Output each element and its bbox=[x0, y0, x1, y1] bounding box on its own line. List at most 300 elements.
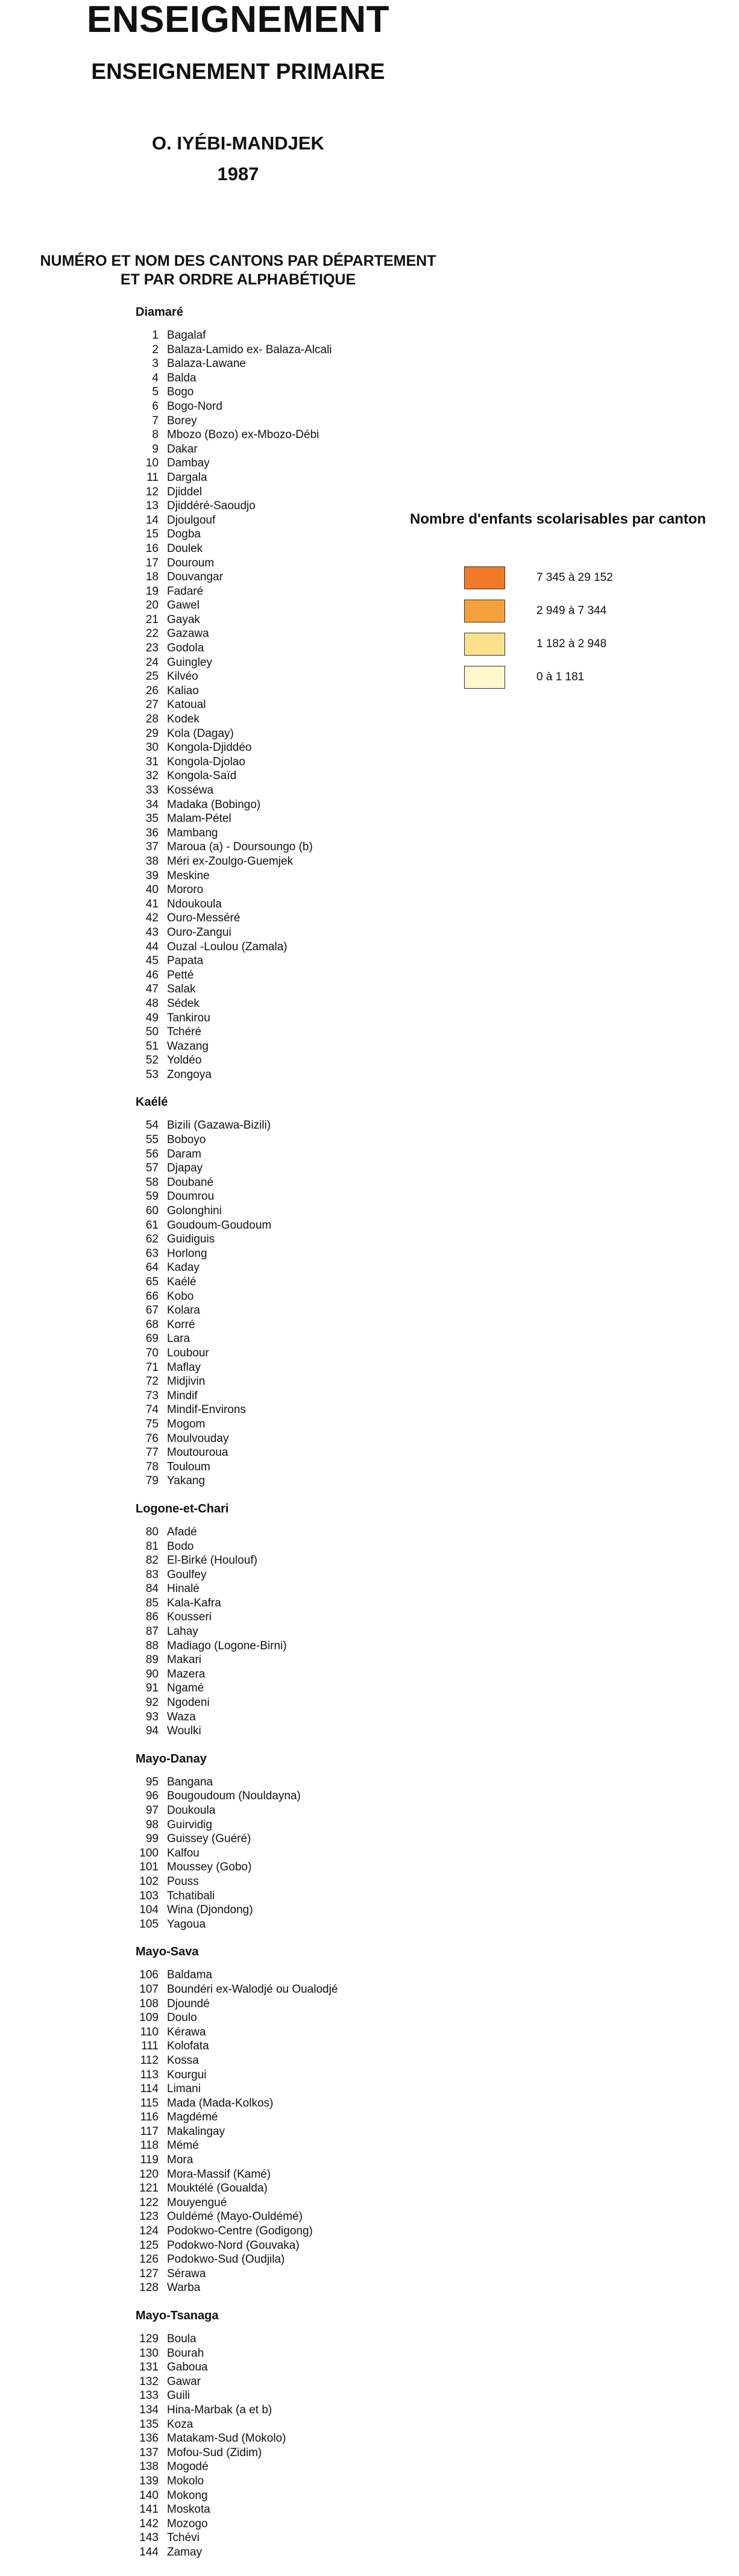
department-canton-list bbox=[136, 2332, 473, 2560]
list-item bbox=[136, 2039, 473, 2054]
list-item bbox=[136, 968, 473, 983]
canton-name: Balda bbox=[167, 371, 197, 384]
canton-number: 75 bbox=[145, 1417, 159, 1431]
canton-number: 84 bbox=[145, 1582, 159, 1596]
canton-number: 62 bbox=[145, 1233, 159, 1246]
canton-name: Doulo bbox=[167, 2011, 197, 2025]
legend-swatch bbox=[464, 566, 505, 589]
department-name: Mayo-Tsanaga bbox=[136, 2309, 219, 2322]
canton-name: Warba bbox=[167, 2281, 201, 2295]
canton-name: Zongoya bbox=[167, 1068, 212, 1081]
canton-name: Magdémé bbox=[167, 2111, 218, 2124]
canton-name: Ngamé bbox=[167, 1682, 204, 1695]
list-item bbox=[136, 400, 473, 414]
canton-number: 121 bbox=[139, 2182, 159, 2195]
canton-number: 87 bbox=[145, 1625, 159, 1638]
canton-number: 117 bbox=[140, 2125, 159, 2138]
list-item bbox=[136, 1232, 473, 1247]
canton-number: 110 bbox=[140, 2025, 159, 2039]
canton-number: 123 bbox=[139, 2210, 159, 2223]
legend-swatch bbox=[464, 666, 505, 689]
canton-name: Méri ex-Zoulgo-Guemjek bbox=[167, 854, 294, 868]
canton-name: Tchatibali bbox=[167, 1889, 215, 1902]
list-item bbox=[136, 1432, 473, 1446]
canton-name: Bagalaf bbox=[167, 329, 206, 342]
department-canton-list bbox=[136, 1525, 473, 1738]
canton-name: Mouktélé (Goualda) bbox=[167, 2182, 268, 2195]
canton-number: 96 bbox=[145, 1790, 159, 1803]
canton-number: 46 bbox=[145, 968, 159, 982]
canton-number: 86 bbox=[145, 1611, 159, 1624]
canton-number: 91 bbox=[145, 1682, 159, 1695]
canton-name: Douvangar bbox=[167, 571, 223, 584]
canton-name: Maflay bbox=[167, 1361, 201, 1374]
list-item bbox=[136, 1189, 473, 1204]
canton-number: 17 bbox=[145, 556, 159, 569]
canton-number: 114 bbox=[140, 2082, 159, 2096]
canton-name: Kala-Kafra bbox=[167, 1596, 221, 1609]
canton-name: Kaliao bbox=[167, 684, 199, 697]
list-item bbox=[136, 2110, 473, 2125]
list-item bbox=[136, 471, 473, 485]
canton-number: 132 bbox=[139, 2375, 159, 2388]
list-item bbox=[136, 2267, 473, 2281]
list-item bbox=[136, 371, 473, 386]
canton-number: 66 bbox=[145, 1290, 159, 1303]
canton-name: Godola bbox=[167, 642, 204, 655]
canton-number: 119 bbox=[140, 2154, 159, 2167]
list-item bbox=[136, 1176, 473, 1190]
list-item bbox=[136, 2502, 473, 2517]
canton-name: Kaday bbox=[167, 1261, 200, 1274]
list-item bbox=[136, 997, 473, 1011]
canton-name: Mokolo bbox=[167, 2474, 204, 2487]
canton-name: Mogom bbox=[167, 1417, 206, 1431]
canton-name: Balaza-Lamido ex- Balaza-Alcali bbox=[167, 343, 332, 356]
canton-name: Guissey (Guéré) bbox=[167, 1832, 251, 1846]
department-section bbox=[136, 2308, 473, 2560]
list-item bbox=[136, 712, 473, 727]
canton-number: 13 bbox=[145, 500, 159, 513]
canton-number: 136 bbox=[139, 2432, 159, 2445]
list-item bbox=[136, 1118, 473, 1133]
canton-name: Tankirou bbox=[167, 1011, 210, 1024]
legend-item bbox=[410, 600, 723, 624]
canton-number: 65 bbox=[145, 1276, 159, 1288]
canton-number: 27 bbox=[145, 698, 159, 712]
canton-name: Borey bbox=[167, 414, 197, 427]
list-item bbox=[136, 1875, 473, 1889]
list-item bbox=[136, 1303, 473, 1318]
canton-number: 10 bbox=[145, 457, 159, 470]
canton-name: Bourah bbox=[167, 2346, 204, 2360]
legend bbox=[410, 511, 723, 699]
list-item bbox=[136, 357, 473, 371]
canton-number: 68 bbox=[145, 1318, 159, 1331]
canton-number: 130 bbox=[139, 2346, 159, 2360]
department-name: Kaélé bbox=[136, 1095, 168, 1109]
list-item bbox=[136, 1982, 473, 1997]
canton-number: 71 bbox=[145, 1361, 159, 1374]
list-item bbox=[136, 1540, 473, 1554]
list-item bbox=[136, 2167, 473, 2182]
canton-name: Goulfey bbox=[167, 1568, 207, 1581]
canton-number: 103 bbox=[139, 1889, 159, 1902]
canton-name: Kongola-Saïd bbox=[167, 769, 237, 783]
list-item bbox=[136, 1889, 473, 1904]
legend-label: 0 à 1 181 bbox=[536, 671, 585, 683]
list-item bbox=[136, 1681, 473, 1696]
canton-name: Meskine bbox=[167, 869, 210, 882]
canton-name: Mora bbox=[167, 2154, 193, 2167]
canton-name: Moussey (Gobo) bbox=[167, 1861, 252, 1874]
canton-number: 89 bbox=[145, 1653, 159, 1667]
canton-name: Djapay bbox=[167, 1162, 203, 1175]
department-section bbox=[136, 1502, 473, 1738]
list-item bbox=[136, 1218, 473, 1233]
canton-number: 18 bbox=[145, 571, 159, 584]
canton-name: Loubour bbox=[167, 1346, 209, 1359]
canton-number: 113 bbox=[140, 2068, 159, 2081]
canton-name: Goudoum-Goudoum bbox=[167, 1218, 272, 1232]
canton-number: 51 bbox=[145, 1039, 159, 1053]
canton-name: Makalingay bbox=[167, 2125, 225, 2138]
list-item bbox=[136, 854, 473, 869]
list-item bbox=[136, 2096, 473, 2111]
canton-name: Ouro-Zangui bbox=[167, 926, 231, 939]
list-item bbox=[136, 741, 473, 755]
canton-number: 38 bbox=[145, 854, 159, 868]
canton-number: 85 bbox=[145, 1596, 159, 1609]
list-item bbox=[136, 1818, 473, 1832]
department-name: Diamaré bbox=[136, 306, 183, 319]
canton-number: 100 bbox=[139, 1846, 159, 1860]
canton-name: Kola (Dagay) bbox=[167, 727, 234, 740]
list-item bbox=[136, 1039, 473, 1054]
list-item bbox=[136, 1653, 473, 1667]
canton-name: Boundéri ex-Walodjé ou Oualodjé bbox=[167, 1982, 338, 1996]
canton-number: 23 bbox=[145, 642, 159, 655]
canton-number: 11 bbox=[146, 471, 159, 484]
canton-number: 134 bbox=[139, 2403, 159, 2416]
canton-number: 125 bbox=[139, 2239, 159, 2252]
canton-number: 88 bbox=[145, 1639, 159, 1652]
list-item bbox=[136, 2011, 473, 2025]
list-item bbox=[136, 1582, 473, 1596]
canton-name: Malam-Pétel bbox=[167, 812, 231, 826]
canton-name: Kourgui bbox=[167, 2068, 207, 2081]
canton-name: Doulek bbox=[167, 542, 203, 555]
canton-name: Petté bbox=[167, 968, 194, 982]
list-item bbox=[136, 2431, 473, 2446]
canton-number: 34 bbox=[145, 798, 159, 811]
list-item bbox=[136, 2418, 473, 2432]
canton-name: Fadaré bbox=[167, 584, 204, 598]
list-item bbox=[136, 1832, 473, 1846]
department-canton-list bbox=[136, 1775, 473, 1932]
canton-number: 9 bbox=[152, 442, 159, 456]
list-item bbox=[136, 1903, 473, 1917]
list-item bbox=[136, 1446, 473, 1460]
legend-label: 1 182 à 2 948 bbox=[536, 638, 607, 650]
canton-name: Doubané bbox=[167, 1176, 214, 1189]
canton-number: 6 bbox=[152, 400, 159, 413]
canton-number: 33 bbox=[145, 784, 159, 797]
canton-number: 77 bbox=[145, 1446, 159, 1459]
canton-name: Baldama bbox=[167, 1969, 212, 1982]
canton-number: 73 bbox=[145, 1389, 159, 1402]
list-item bbox=[136, 2460, 473, 2474]
canton-number: 131 bbox=[139, 2361, 159, 2374]
canton-number: 115 bbox=[140, 2096, 159, 2110]
department-name: Mayo-Danay bbox=[136, 1752, 207, 1766]
canton-name: Lahay bbox=[167, 1625, 198, 1638]
canton-name: Wazang bbox=[167, 1039, 209, 1053]
list-item bbox=[136, 1667, 473, 1682]
page-title: ENSEIGNEMENT bbox=[86, 0, 390, 40]
canton-number: 139 bbox=[139, 2474, 159, 2487]
canton-name: Douroum bbox=[167, 556, 215, 569]
department-canton-list bbox=[136, 1118, 473, 1488]
canton-list-heading-line2: ET PAR ORDRE ALPHABÉTIQUE bbox=[120, 271, 356, 289]
list-item bbox=[136, 2446, 473, 2460]
canton-number: 95 bbox=[145, 1775, 159, 1788]
canton-name: Kongola-Djolao bbox=[167, 755, 245, 768]
canton-number: 14 bbox=[145, 513, 159, 527]
list-item bbox=[136, 840, 473, 854]
list-item bbox=[136, 1846, 473, 1861]
canton-number: 67 bbox=[145, 1304, 159, 1317]
canton-name: Podokwo-Nord (Gouvaka) bbox=[167, 2239, 300, 2252]
list-item bbox=[136, 1710, 473, 1725]
canton-number: 143 bbox=[139, 2531, 159, 2545]
list-item bbox=[136, 1553, 473, 1568]
list-item bbox=[136, 698, 473, 712]
canton-name: Mada (Mada-Kolkos) bbox=[167, 2096, 274, 2110]
list-item bbox=[136, 798, 473, 812]
list-item bbox=[136, 982, 473, 997]
canton-number: 137 bbox=[139, 2446, 159, 2459]
canton-number: 105 bbox=[139, 1917, 159, 1931]
canton-number: 37 bbox=[145, 841, 159, 854]
list-item bbox=[136, 1147, 473, 1162]
canton-name: Afadé bbox=[167, 1525, 197, 1538]
canton-name: Mbozo (Bozo) ex-Mbozo-Débi bbox=[167, 428, 319, 442]
list-item bbox=[136, 2224, 473, 2239]
canton-number: 19 bbox=[145, 584, 159, 598]
list-item bbox=[136, 1804, 473, 1818]
canton-number: 16 bbox=[145, 542, 159, 555]
department-name: Logone-et-Chari bbox=[136, 1502, 229, 1515]
list-item bbox=[136, 940, 473, 954]
canton-name: Korré bbox=[167, 1318, 195, 1331]
canton-number: 63 bbox=[145, 1247, 159, 1260]
department-canton-list bbox=[136, 1968, 473, 2295]
legend-swatch bbox=[464, 633, 505, 656]
canton-name: Podokwo-Sud (Oudjila) bbox=[167, 2253, 285, 2266]
year: 1987 bbox=[217, 163, 259, 184]
list-item bbox=[136, 1775, 473, 1790]
canton-number: 98 bbox=[145, 1818, 159, 1831]
canton-number: 22 bbox=[145, 627, 159, 641]
canton-number: 60 bbox=[145, 1205, 159, 1218]
canton-number: 49 bbox=[145, 1011, 159, 1024]
canton-name: Bougoudoum (Nouldayna) bbox=[167, 1790, 301, 1803]
canton-name: Limani bbox=[167, 2082, 201, 2096]
list-item bbox=[136, 727, 473, 741]
canton-name: Balaza-Lawane bbox=[167, 357, 246, 371]
list-item bbox=[136, 1025, 473, 1039]
canton-name: Kalfou bbox=[167, 1846, 200, 1860]
list-item bbox=[136, 1596, 473, 1611]
list-item bbox=[136, 1318, 473, 1332]
canton-number: 48 bbox=[145, 997, 159, 1010]
canton-number: 126 bbox=[139, 2253, 159, 2266]
canton-list-heading bbox=[0, 252, 476, 290]
canton-number: 54 bbox=[145, 1119, 159, 1132]
list-item bbox=[136, 1696, 473, 1710]
canton-number: 104 bbox=[139, 1904, 159, 1917]
list-item bbox=[136, 1417, 473, 1432]
canton-name: Mindif bbox=[167, 1389, 198, 1402]
legend-label: 7 345 à 29 152 bbox=[536, 571, 613, 584]
canton-name: Guili bbox=[167, 2389, 190, 2402]
list-item bbox=[136, 2531, 473, 2545]
canton-number: 52 bbox=[145, 1054, 159, 1067]
list-item bbox=[136, 926, 473, 940]
canton-name: Djoulgouf bbox=[167, 513, 216, 527]
canton-name: Madaka (Bobingo) bbox=[167, 798, 261, 811]
canton-name: Kousseri bbox=[167, 1611, 212, 1624]
list-item bbox=[136, 1860, 473, 1875]
canton-number: 64 bbox=[145, 1261, 159, 1274]
canton-name: Yagoua bbox=[167, 1917, 206, 1931]
canton-number: 3 bbox=[152, 357, 159, 371]
canton-number: 99 bbox=[145, 1832, 159, 1846]
list-item bbox=[136, 812, 473, 826]
canton-name: Tchévi bbox=[167, 2531, 200, 2545]
canton-name: El-Birké (Houlouf) bbox=[167, 1554, 257, 1567]
canton-name: Podokwo-Centre (Godigong) bbox=[167, 2225, 313, 2238]
canton-number: 97 bbox=[145, 1804, 159, 1817]
canton-number: 144 bbox=[139, 2545, 159, 2559]
list-item bbox=[136, 826, 473, 841]
list-item bbox=[136, 1917, 473, 1932]
canton-name: Gaboua bbox=[167, 2361, 208, 2374]
canton-number: 31 bbox=[145, 755, 159, 768]
author: O. IYÉBI-MANDJEK bbox=[152, 133, 324, 154]
canton-name: Tchéré bbox=[167, 1026, 202, 1039]
list-item bbox=[136, 883, 473, 897]
legend-items bbox=[410, 566, 723, 690]
canton-name: Kosséwa bbox=[167, 784, 214, 797]
canton-number: 20 bbox=[145, 599, 159, 612]
canton-number: 142 bbox=[139, 2517, 159, 2530]
canton-number: 41 bbox=[145, 897, 159, 910]
canton-name: Moulvouday bbox=[167, 1432, 229, 1445]
canton-name: Mozogo bbox=[167, 2517, 208, 2530]
canton-name: Golonghini bbox=[167, 1205, 222, 1218]
canton-name: Kossa bbox=[167, 2054, 199, 2067]
canton-name: Touloum bbox=[167, 1460, 210, 1473]
canton-number: 40 bbox=[145, 883, 159, 897]
list-item bbox=[136, 1639, 473, 1653]
canton-number: 127 bbox=[139, 2267, 159, 2280]
list-item bbox=[136, 2196, 473, 2210]
canton-number: 61 bbox=[145, 1218, 159, 1232]
department-section bbox=[136, 1945, 473, 2295]
canton-name: Djoundé bbox=[167, 1997, 210, 2010]
list-item bbox=[136, 1346, 473, 1361]
canton-number: 124 bbox=[139, 2225, 159, 2238]
list-item bbox=[136, 2153, 473, 2167]
list-item bbox=[136, 1568, 473, 1582]
list-item bbox=[136, 954, 473, 968]
canton-name: Djiddéré-Saoudjo bbox=[167, 500, 256, 513]
canton-name: Bogo bbox=[167, 386, 194, 399]
list-item bbox=[136, 2489, 473, 2503]
list-item bbox=[136, 1133, 473, 1147]
list-item bbox=[136, 2403, 473, 2418]
canton-number: 35 bbox=[145, 812, 159, 826]
canton-name: Mora-Massif (Kamé) bbox=[167, 2167, 271, 2181]
canton-name: Bodo bbox=[167, 1540, 194, 1553]
list-item bbox=[136, 897, 473, 912]
canton-number: 116 bbox=[140, 2111, 159, 2124]
canton-number: 90 bbox=[145, 1667, 159, 1681]
canton-name: Woulki bbox=[167, 1725, 201, 1738]
canton-name: Yakang bbox=[167, 1474, 206, 1488]
list-item bbox=[136, 1247, 473, 1261]
canton-number: 58 bbox=[145, 1176, 159, 1189]
canton-name: Mokong bbox=[167, 2489, 208, 2502]
canton-name: Hinalé bbox=[167, 1582, 200, 1596]
canton-name: Matakam-Sud (Mokolo) bbox=[167, 2432, 286, 2445]
canton-name: Gayak bbox=[167, 613, 200, 626]
list-item bbox=[136, 1053, 473, 1068]
list-item bbox=[136, 1275, 473, 1290]
canton-name: Katoual bbox=[167, 698, 206, 712]
canton-number: 29 bbox=[145, 727, 159, 740]
list-item bbox=[136, 2252, 473, 2267]
list-item bbox=[136, 2210, 473, 2224]
list-item bbox=[136, 2375, 473, 2389]
canton-number: 15 bbox=[145, 528, 159, 541]
canton-number: 69 bbox=[145, 1332, 159, 1346]
canton-name: Djiddel bbox=[167, 485, 203, 498]
canton-number: 135 bbox=[139, 2418, 159, 2431]
canton-name: Guidiguis bbox=[167, 1233, 215, 1246]
canton-name: Gazawa bbox=[167, 627, 209, 641]
list-item bbox=[136, 1389, 473, 1403]
canton-number: 59 bbox=[145, 1190, 159, 1203]
legend-swatch bbox=[464, 600, 505, 622]
list-item bbox=[136, 783, 473, 798]
list-item bbox=[136, 2239, 473, 2253]
canton-name: Zamay bbox=[167, 2545, 203, 2559]
list-item bbox=[136, 328, 473, 343]
list-item bbox=[136, 1724, 473, 1738]
legend-label: 2 949 à 7 344 bbox=[536, 604, 607, 617]
canton-name: Mambang bbox=[167, 826, 218, 839]
canton-number: 7 bbox=[152, 414, 159, 427]
list-item bbox=[136, 1361, 473, 1375]
canton-number: 107 bbox=[139, 1982, 159, 1996]
canton-name: Lara bbox=[167, 1332, 190, 1346]
department-name: Mayo-Sava bbox=[136, 1945, 199, 1959]
canton-number: 76 bbox=[145, 1432, 159, 1445]
list-item bbox=[136, 769, 473, 783]
